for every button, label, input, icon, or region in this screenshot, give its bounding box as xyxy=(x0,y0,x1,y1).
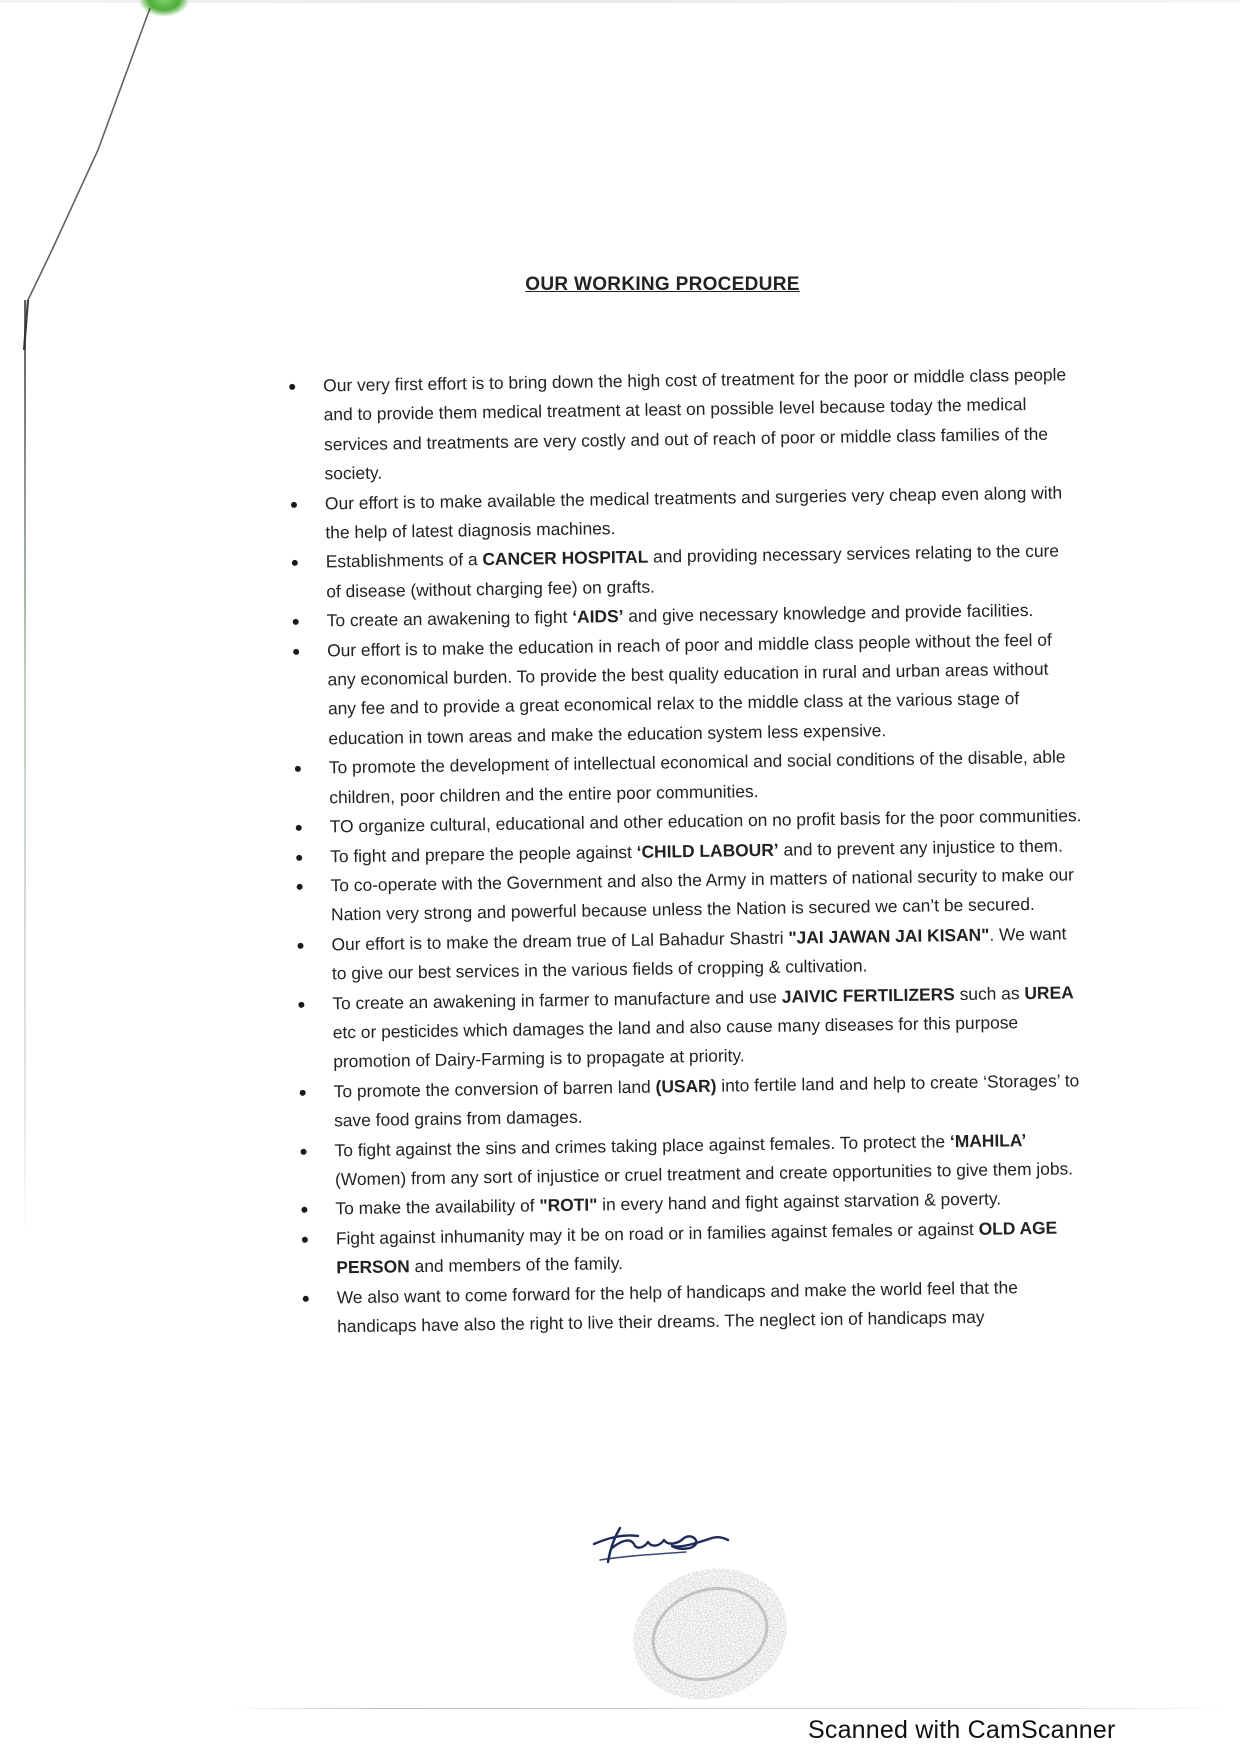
procedure-list xyxy=(285,360,1089,1342)
procedure-item xyxy=(294,978,1085,1078)
signature xyxy=(586,1508,746,1568)
emphasis-text: OLD AGE PERSON xyxy=(336,1217,1058,1278)
item-text: Our effort is to make the dream true of Lal Bahadur Shastri xyxy=(331,927,789,955)
item-text: into fertile land and help to create ‘Storages’ to save food grains from damages. xyxy=(333,1070,1080,1131)
item-text: To promote the development of intellectual economical and social conditions of the disable, able children, poor children and the entire poor communities. xyxy=(328,746,1066,808)
emphasis-text: (USAR) xyxy=(655,1075,717,1097)
item-text: Our very first effort is to bring down the high cost of treatment for the poor or middle class people and to provide them medical treatment at least on possible level because today the medical services and treatments are very costly and out of reach of poor or middle class families of the society. xyxy=(323,364,1067,484)
emphasis-text: ‘AIDS’ xyxy=(572,606,624,628)
page-fold-line xyxy=(0,0,1240,400)
item-text: To fight and prepare the people against xyxy=(330,841,637,866)
item-text: To co-operate with the Government and also the Army in matters of national security to make our Nation very strong and powerful because unless the Nation is secured we can’t be secured. xyxy=(330,864,1075,925)
emphasis-text: UREA xyxy=(1024,981,1074,1003)
scan-bottom-edge xyxy=(230,1708,1230,1709)
item-text: (Women) from any sort of injustice or cruel treatment and create opportunities to give them jobs. xyxy=(334,1158,1074,1190)
emphasis-text: ‘CHILD LABOUR’ xyxy=(636,839,779,862)
procedure-item xyxy=(285,360,1077,489)
item-text: such as xyxy=(954,982,1025,1004)
item-text: Fight against inhumanity may it be on road or in families against females or against xyxy=(335,1218,979,1249)
item-text: Our effort is to make the education in reach of poor and middle class people without the feel of any economical burden. To provide the best quality education in rural and urban areas without any fee and to provide a great economical relax to the middle class at the various stage of education in town areas and make the education system less expensive. xyxy=(326,629,1052,749)
emphasis-text: "JAI JAWAN JAI KISAN" xyxy=(788,924,990,948)
item-text: in every hand and fight against starvation & poverty. xyxy=(597,1188,1002,1215)
item-text: To create an awakening to fight xyxy=(326,607,573,631)
emphasis-text: JAIVIC FERTILIZERS xyxy=(781,983,955,1007)
emphasis-text: CANCER HOSPITAL xyxy=(482,547,649,570)
item-text: and members of the family. xyxy=(409,1253,624,1277)
emphasis-text: ‘MAHILA’ xyxy=(949,1129,1027,1151)
procedure-item xyxy=(299,1272,1090,1343)
item-text: To fight against the sins and crimes taking place against females. To protect the xyxy=(334,1130,951,1160)
item-text: and providing necessary services relating to the cure of disease (without charging fee) on grafts. xyxy=(326,540,1060,602)
item-text: etc or pesticides which damages the land and also cause many diseases for this purpose promotion of Dairy-Farming is to propagate at priority. xyxy=(332,1012,1019,1072)
item-text: To promote the conversion of barren land xyxy=(333,1076,656,1102)
item-text: We also want to come forward for the help of handicaps and make the world feel that the handicaps have also the right to live their dreams. The neglect ion of handicaps may xyxy=(336,1276,1019,1337)
item-text: . We want to give our best services in the various fields of cropping & cultivation. xyxy=(331,923,1067,984)
item-text: Establishments of a xyxy=(325,549,483,572)
page-title: OUR WORKING PROCEDURE xyxy=(525,274,800,295)
item-text: TO organize cultural, educational and other education on no profit basis for the poor communities. xyxy=(329,805,1082,837)
item-text: To make the availability of xyxy=(335,1195,540,1219)
emphasis-text: "ROTI" xyxy=(539,1194,598,1216)
item-text: Our effort is to make available the medical treatments and surgeries very cheap even along with the help of latest diagnosis machines. xyxy=(324,482,1063,543)
stamp-seal xyxy=(626,1562,794,1706)
camscanner-watermark: Scanned with CamScanner xyxy=(808,1716,1116,1744)
item-text: and to prevent any injustice to them. xyxy=(778,835,1063,860)
item-text: and give necessary knowledge and provide facilities. xyxy=(623,600,1034,627)
procedure-item xyxy=(289,625,1081,754)
scan-corner-mark xyxy=(140,0,188,16)
item-text: To create an awakening in farmer to manufacture and use xyxy=(332,986,782,1013)
left-margin-edge xyxy=(24,300,26,1240)
